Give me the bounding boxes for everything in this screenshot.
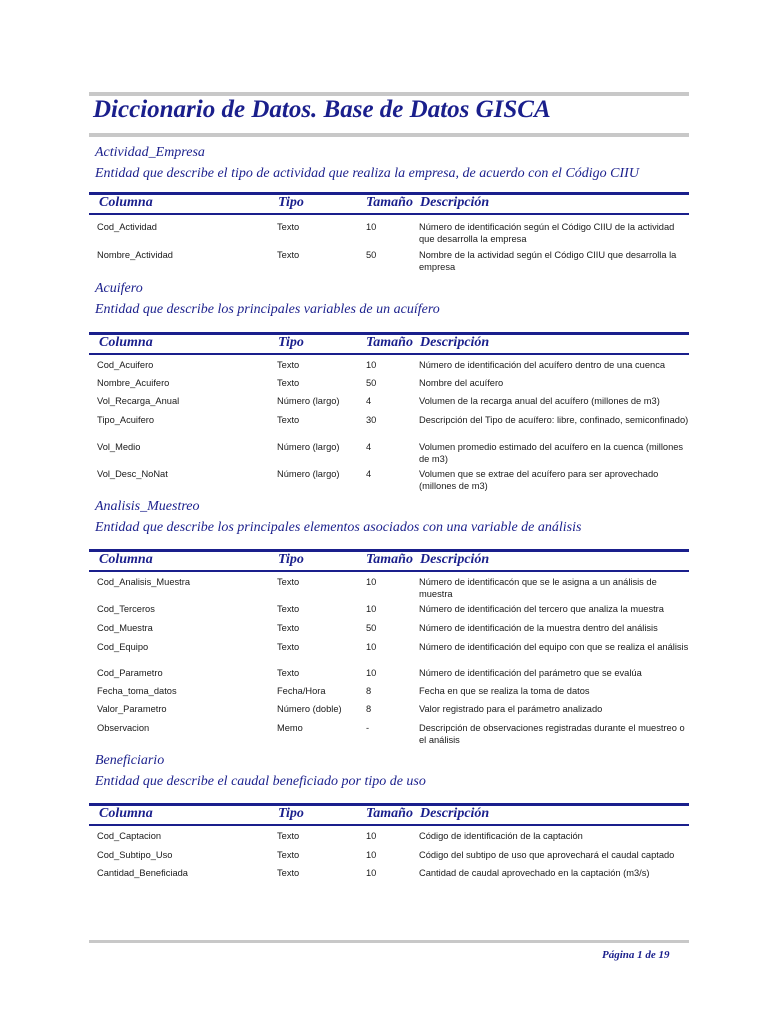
columns-table bbox=[89, 549, 689, 749]
entity-name: Analisis_Muestreo bbox=[95, 499, 200, 514]
cell-tipo: Texto bbox=[277, 577, 300, 587]
cell-columna: Cod_Captacion bbox=[97, 831, 162, 841]
cell-tamano: 10 bbox=[366, 668, 377, 678]
cell-tamano: 8 bbox=[366, 686, 372, 696]
cell-tipo: Texto bbox=[277, 222, 300, 232]
columns-table bbox=[89, 192, 689, 282]
column-header-columna: Columna bbox=[99, 552, 153, 567]
cell-tipo: Texto bbox=[277, 623, 300, 633]
title-bottom-rule bbox=[89, 133, 689, 137]
cell-tipo: Texto bbox=[277, 378, 300, 388]
column-header-descripcion: Descripción bbox=[420, 806, 490, 821]
cell-descripcion: Nombre del acuífero bbox=[419, 378, 504, 388]
column-header-columna: Columna bbox=[99, 195, 153, 210]
cell-tipo: Fecha/Hora bbox=[277, 686, 326, 696]
cell-columna: Nombre_Actividad bbox=[97, 250, 173, 260]
cell-tamano: 50 bbox=[366, 250, 377, 260]
cell-descripcion: Número de identificación del parámetro que se evalúa bbox=[419, 668, 642, 678]
cell-columna: Fecha_toma_datos bbox=[97, 686, 177, 696]
table-header-bottom-rule bbox=[89, 824, 689, 826]
cell-columna: Cod_Equipo bbox=[97, 642, 149, 652]
cell-columna: Valor_Parametro bbox=[97, 704, 167, 714]
column-header-tamano: Tamaño bbox=[366, 552, 413, 567]
table-header-bottom-rule bbox=[89, 570, 689, 572]
column-header-tipo: Tipo bbox=[278, 335, 304, 350]
cell-columna: Cod_Terceros bbox=[97, 604, 155, 614]
cell-tipo: Texto bbox=[277, 250, 300, 260]
cell-tamano: 10 bbox=[366, 642, 377, 652]
cell-columna: Vol_Recarga_Anual bbox=[97, 396, 180, 406]
cell-tipo: Texto bbox=[277, 642, 300, 652]
cell-tamano: 4 bbox=[366, 442, 372, 452]
cell-columna: Cantidad_Beneficiada bbox=[97, 868, 188, 878]
cell-tamano: 30 bbox=[366, 415, 377, 425]
cell-columna: Tipo_Acuifero bbox=[97, 415, 155, 425]
cell-tipo: Texto bbox=[277, 668, 300, 678]
column-header-descripcion: Descripción bbox=[420, 552, 490, 567]
cell-columna: Cod_Actividad bbox=[97, 222, 157, 232]
cell-descripcion: Número de identificación del equipo con que se realiza el análisis bbox=[419, 642, 689, 652]
entity-description: Entidad que describe el tipo de actividad que realiza la empresa, de acuerdo con el Código CIIU bbox=[95, 166, 639, 181]
cell-tamano: 4 bbox=[366, 469, 372, 479]
cell-tipo: Memo bbox=[277, 723, 303, 733]
cell-descripcion: Valor registrado para el parámetro analizado bbox=[419, 704, 603, 714]
cell-tipo: Número (largo) bbox=[277, 396, 340, 406]
cell-tamano: 10 bbox=[366, 850, 377, 860]
cell-descripcion: Número de identificación del tercero que analiza la muestra bbox=[419, 604, 664, 614]
table-header-bottom-rule bbox=[89, 353, 689, 355]
cell-columna: Nombre_Acuifero bbox=[97, 378, 170, 388]
column-header-tipo: Tipo bbox=[278, 806, 304, 821]
cell-descripcion: Nombre de la actividad según el Código CIIU que desarrolla la empresa bbox=[419, 250, 677, 272]
cell-columna: Vol_Desc_NoNat bbox=[97, 469, 168, 479]
cell-tamano: 10 bbox=[366, 604, 377, 614]
cell-descripcion: Código de identificación de la captación bbox=[419, 831, 583, 841]
cell-tipo: Texto bbox=[277, 360, 300, 370]
entity-description: Entidad que describe el caudal beneficiado por tipo de uso bbox=[95, 774, 426, 789]
columns-table bbox=[89, 332, 689, 502]
cell-tipo: Número (largo) bbox=[277, 469, 340, 479]
cell-descripcion: Código del subtipo de uso que aprovechará el caudal captado bbox=[419, 850, 675, 860]
cell-tipo: Texto bbox=[277, 604, 300, 614]
cell-descripcion: Descripción del Tipo de acuífero: libre, confinado, semiconfinado) bbox=[419, 415, 689, 425]
cell-columna: Observacion bbox=[97, 723, 150, 733]
cell-tamano: 10 bbox=[366, 577, 377, 587]
entity-name: Acuifero bbox=[95, 281, 143, 296]
cell-descripcion: Número de identificacón que se le asigna a un análisis de muestra bbox=[419, 577, 657, 599]
cell-tamano: 50 bbox=[366, 623, 377, 633]
cell-descripcion: Volumen promedio estimado del acuífero en la cuenca (millones de m3) bbox=[419, 442, 684, 464]
cell-tipo: Texto bbox=[277, 415, 300, 425]
cell-tamano: 4 bbox=[366, 396, 372, 406]
entity-description: Entidad que describe los principales variables de un acuífero bbox=[95, 302, 440, 317]
column-header-tamano: Tamaño bbox=[366, 806, 413, 821]
cell-descripcion: Número de identificación según el Código CIIU de la actividad que desarrolla la empresa bbox=[419, 222, 675, 244]
cell-descripcion: Descripción de observaciones registradas durante el muestreo o el análisis bbox=[419, 723, 685, 745]
cell-tamano: 8 bbox=[366, 704, 372, 714]
cell-columna: Vol_Medio bbox=[97, 442, 141, 452]
cell-columna: Cod_Acuifero bbox=[97, 360, 154, 370]
cell-descripcion: Fecha en que se realiza la toma de datos bbox=[419, 686, 590, 696]
cell-tipo: Número (largo) bbox=[277, 442, 340, 452]
cell-descripcion: Cantidad de caudal aprovechado en la captación (m3/s) bbox=[419, 868, 650, 878]
cell-descripcion: Número de identificación del acuífero dentro de una cuenca bbox=[419, 360, 666, 370]
entity-description: Entidad que describe los principales elementos asociados con una variable de análisis bbox=[95, 520, 582, 535]
column-header-descripcion: Descripción bbox=[420, 195, 490, 210]
cell-columna: Cod_Subtipo_Uso bbox=[97, 850, 173, 860]
footer-rule bbox=[89, 940, 689, 943]
cell-descripcion: Volumen que se extrae del acuífero para ser aprovechado (millones de m3) bbox=[419, 469, 659, 491]
cell-tipo: Texto bbox=[277, 868, 300, 878]
entity-name: Beneficiario bbox=[95, 753, 165, 768]
cell-tamano: 10 bbox=[366, 360, 377, 370]
column-header-tipo: Tipo bbox=[278, 195, 304, 210]
cell-descripcion: Número de identificación de la muestra dentro del análisis bbox=[419, 623, 658, 633]
cell-tamano: - bbox=[366, 723, 370, 733]
column-header-tamano: Tamaño bbox=[366, 335, 413, 350]
cell-tamano: 10 bbox=[366, 831, 377, 841]
cell-tamano: 50 bbox=[366, 378, 377, 388]
columns-table bbox=[89, 803, 689, 883]
entity-name: Actividad_Empresa bbox=[95, 145, 205, 160]
cell-columna: Cod_Parametro bbox=[97, 668, 163, 678]
cell-columna: Cod_Analisis_Muestra bbox=[97, 577, 191, 587]
cell-tamano: 10 bbox=[366, 868, 377, 878]
table-header-bottom-rule bbox=[89, 213, 689, 215]
column-header-tipo: Tipo bbox=[278, 552, 304, 567]
column-header-descripcion: Descripción bbox=[420, 335, 490, 350]
cell-tipo: Texto bbox=[277, 850, 300, 860]
column-header-columna: Columna bbox=[99, 335, 153, 350]
column-header-columna: Columna bbox=[99, 806, 153, 821]
cell-tamano: 10 bbox=[366, 222, 377, 232]
column-header-tamano: Tamaño bbox=[366, 195, 413, 210]
cell-descripcion: Volumen de la recarga anual del acuífero (millones de m3) bbox=[419, 396, 660, 406]
page-number: Página 1 de 19 bbox=[602, 949, 670, 961]
cell-tipo: Número (doble) bbox=[277, 704, 342, 714]
document-title: Diccionario de Datos. Base de Datos GISCA bbox=[93, 96, 551, 123]
cell-tipo: Texto bbox=[277, 831, 300, 841]
cell-columna: Cod_Muestra bbox=[97, 623, 153, 633]
